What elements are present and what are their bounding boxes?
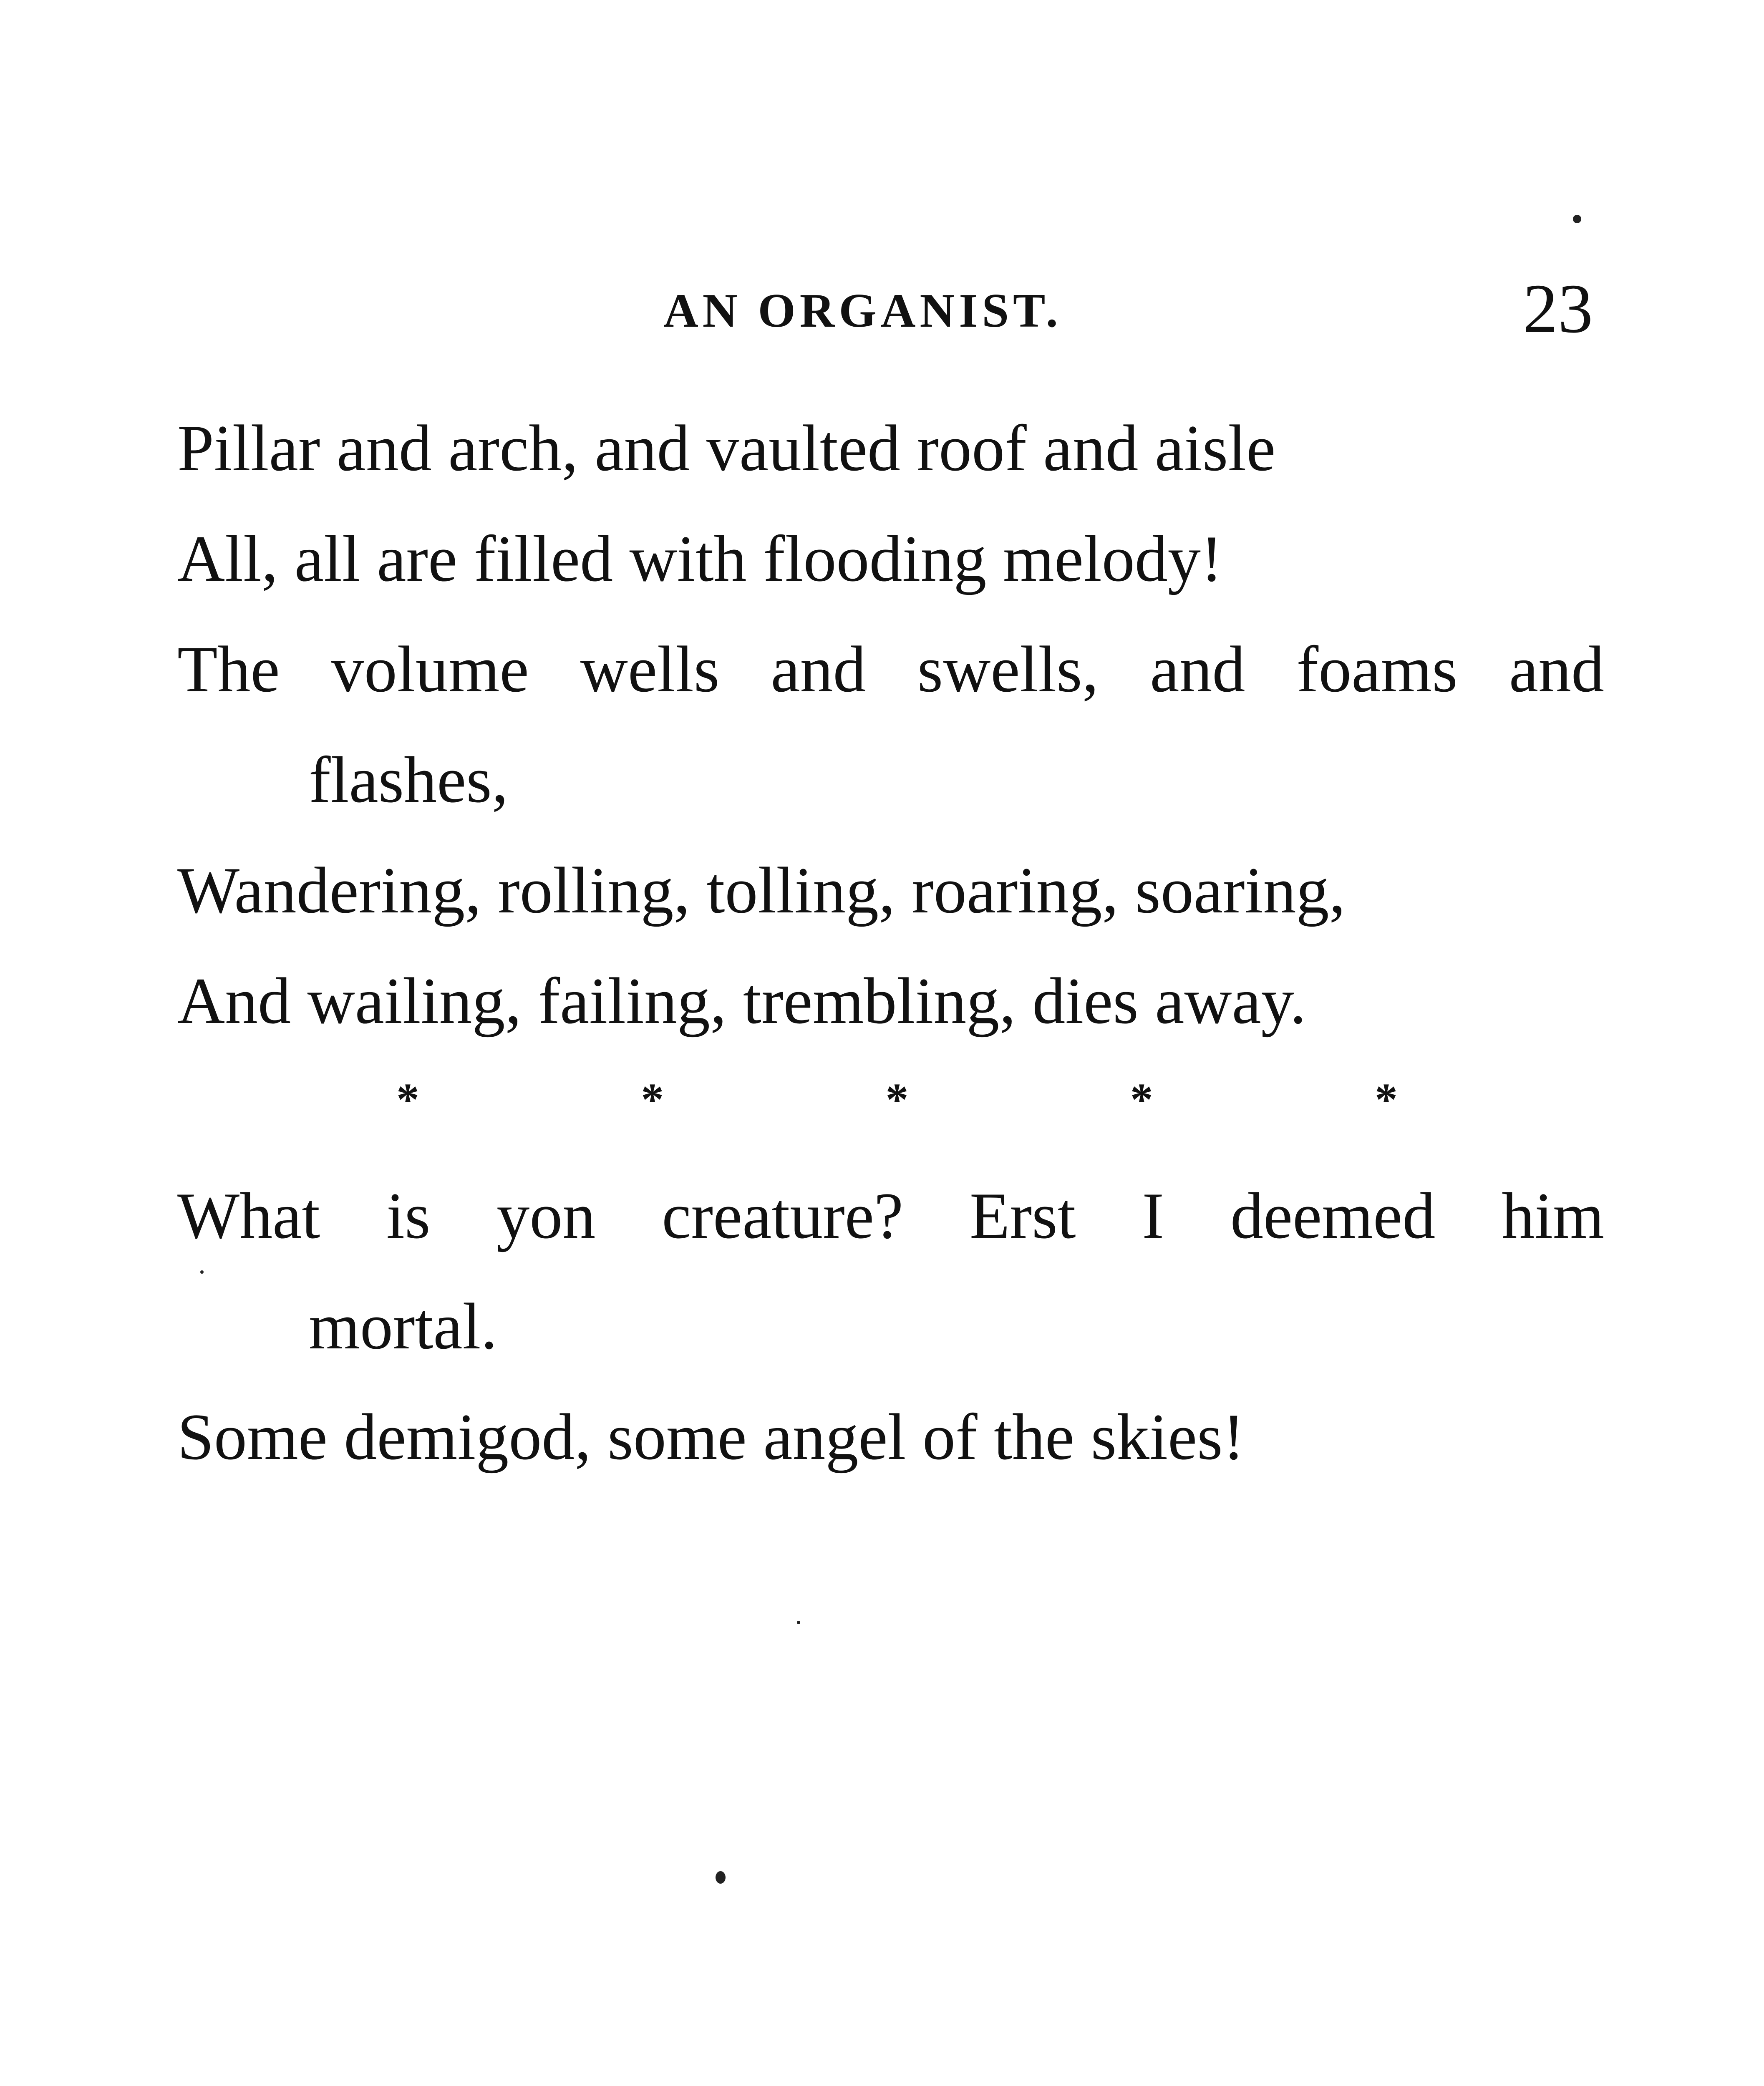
ink-speck [200,1270,204,1274]
asterisk: * [1375,1074,1398,1125]
asterisk: * [885,1074,909,1125]
page-number: 23 [1523,270,1593,348]
verse-line: What is yon creature? Erst I deemed him [177,1179,1604,1252]
verse-line-continuation: flashes, [309,743,509,816]
ink-speck [716,1871,726,1884]
ink-speck [797,1621,800,1624]
verse-line: All, all are filled with flooding melody! [177,522,1223,595]
verse-line: Some demigod, some angel of the skies! [177,1401,1245,1474]
running-head [0,271,1764,355]
verse-line: And wailing, failing, trembling, dies away. [177,965,1306,1038]
section-break-asterism [396,1068,1398,1131]
asterisk: * [641,1074,664,1125]
running-title: AN ORGANIST. [663,284,1062,338]
verse-line: Pillar and arch, and vaulted roof and aisle [177,412,1276,485]
asterisk: * [1130,1074,1153,1125]
verse-line: The volume wells and swells, and foams and [177,633,1604,706]
verse-line: Wandering, rolling, tolling, roaring, soaring, [177,854,1346,927]
ink-speck [1573,215,1581,223]
asterisk: * [396,1074,419,1125]
verse-line-continuation: mortal. [309,1290,497,1363]
